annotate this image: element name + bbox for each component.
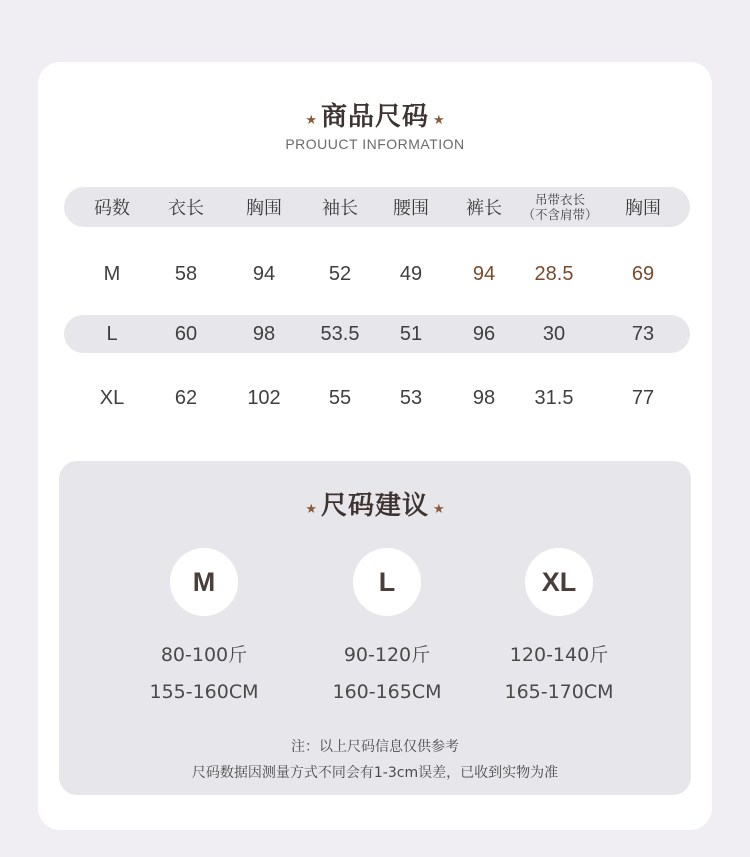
page-subtitle: PROUUCT INFORMATION	[285, 136, 465, 152]
cell-size: M	[103, 262, 121, 285]
cell-chest: 102	[247, 386, 281, 409]
header-waist: 腰围	[393, 198, 429, 219]
header-chest: 胸围	[246, 198, 282, 219]
header-camisole-line2: （不含肩带）	[522, 207, 598, 222]
cell-chest: 98	[252, 322, 276, 345]
cell-chest-2: 77	[631, 386, 655, 409]
weight-range-xl: 120-140斤	[509, 644, 609, 666]
weight-range-l: 90-120斤	[343, 644, 431, 666]
note-line-1: 注：以上尺码信息仅供参考	[291, 739, 459, 755]
header-camisole-length	[522, 187, 597, 227]
table-row	[64, 315, 690, 353]
header-chest-2: 胸围	[625, 198, 661, 219]
suggestion-title-text: 尺码建议	[320, 491, 429, 521]
table-header-row	[64, 187, 690, 227]
header-camisole-line1: 吊带衣长	[534, 192, 586, 207]
cell-camisole-length: 28.5	[534, 262, 574, 285]
cell-pants-length: 96	[472, 322, 496, 345]
height-range-l: 160-165CM	[332, 681, 442, 703]
suggestion-title	[59, 485, 691, 522]
star-icon-left: ★	[305, 502, 317, 517]
cell-chest-2: 73	[631, 322, 655, 345]
cell-camisole-length: 31.5	[534, 386, 574, 409]
cell-length: 58	[174, 262, 198, 285]
star-icon-right: ★	[433, 113, 445, 128]
header-sleeve: 袖长	[322, 198, 358, 219]
cell-chest: 94	[252, 262, 276, 285]
weight-range-m: 80-100斤	[160, 644, 248, 666]
cell-sleeve: 55	[328, 386, 352, 409]
header-size: 码数	[94, 198, 130, 219]
cell-waist: 49	[399, 262, 423, 285]
header-pants-length: 裤长	[466, 198, 502, 219]
size-badge-l: L	[353, 548, 421, 616]
cell-chest-2: 69	[631, 262, 655, 285]
header-length: 衣长	[168, 198, 204, 219]
star-icon-right: ★	[433, 502, 445, 517]
cell-camisole-length: 30	[542, 322, 566, 345]
title-text: 商品尺码	[320, 102, 429, 132]
size-table	[64, 187, 690, 418]
cell-pants-length: 94	[472, 262, 496, 285]
page-title	[0, 96, 750, 133]
cell-waist: 53	[399, 386, 423, 409]
cell-size: L	[106, 322, 118, 345]
size-badge-xl: XL	[525, 548, 593, 616]
cell-sleeve: 52	[328, 262, 352, 285]
cell-length: 60	[174, 322, 198, 345]
size-badge-m: M	[170, 548, 238, 616]
cell-pants-length: 98	[472, 386, 496, 409]
height-range-xl: 165-170CM	[504, 681, 614, 703]
cell-waist: 51	[399, 322, 423, 345]
table-row	[64, 378, 690, 418]
height-range-m: 155-160CM	[149, 681, 259, 703]
cell-length: 62	[174, 386, 198, 409]
size-suggestion-panel	[59, 461, 691, 795]
star-icon-left: ★	[305, 113, 317, 128]
note-line-2: 尺码数据因测量方式不同会有1-3cm误差，已收到实物为准	[191, 765, 559, 781]
cell-size: XL	[99, 386, 125, 409]
table-row	[64, 254, 690, 294]
cell-sleeve: 53.5	[320, 322, 360, 345]
